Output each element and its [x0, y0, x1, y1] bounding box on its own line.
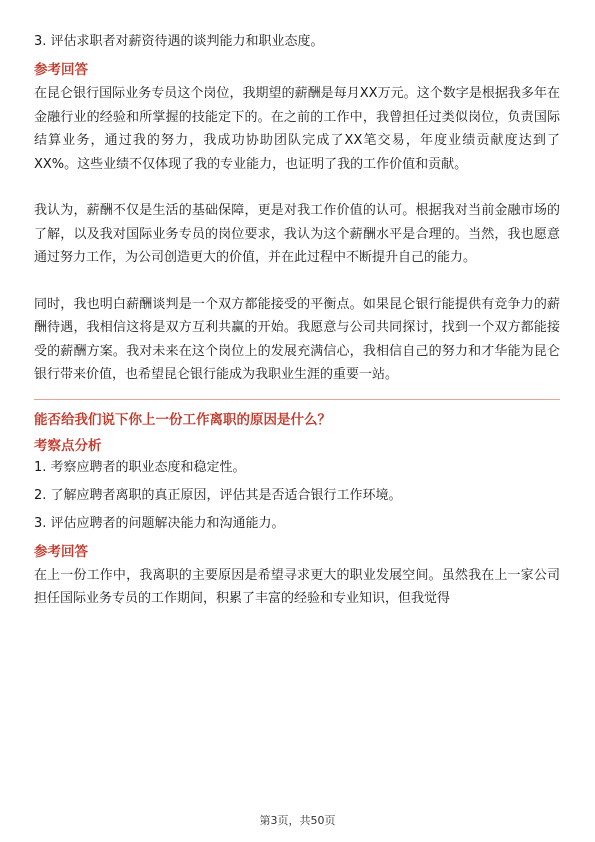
analysis-item: 3. 评估应聘者的问题解决能力和沟通能力。	[34, 515, 285, 531]
answer-paragraph: 在上一份工作中，我离职的主要原因是希望寻求更大的职业发展空间。虽然我在上一家公司担任国际业务专员的工作期间，积累了丰富的经验和专业知识，但我觉得	[34, 567, 560, 606]
page-content	[34, 32, 560, 611]
answer-label: 参考回答	[34, 543, 88, 560]
answer-label: 参考回答	[34, 62, 88, 78]
analysis-label: 考察点分析	[34, 437, 102, 454]
page-number: 第3页，共50页	[259, 814, 336, 827]
answer-paragraph: 在昆仑银行国际业务专员这个岗位，我期望的薪酬是每月XX万元。这个数字是根据我多年在金融行业的经验和所掌握的技能定下的。在之前的工作中，我曾担任过类似岗位，负责国际结算业务，通过我的努力，我成功协助团队完成了XX笔交易，年度业绩贡献度达到了XX%。这些业绩不仅体现了我的专业能力，也证明了我的工作价值和贡献。	[34, 86, 560, 172]
answer-paragraph: 同时，我也明白薪酬谈判是一个双方都能接受的平衡点。如果昆仑银行能提供有竞争力的薪酬待遇，我相信这将是双方互利共赢的开始。我愿意与公司共同探讨，找到一个双方都能接受的薪酬方案。我对未来在这个岗位上的发展充满信心，我相信自己的努力和才华能为昆仑银行带来价值，也希望昆仑银行能成为我职业生涯的重要一站。	[34, 296, 560, 382]
question-title: 能否给我们说下你上一份工作离职的原因是什么？	[34, 411, 331, 428]
analysis-item: 1. 考察应聘者的职业态度和稳定性。	[34, 459, 246, 475]
list-item: 3. 评估求职者对薪资待遇的谈判能力和职业态度。	[34, 34, 324, 49]
answer-paragraph: 我认为，薪酬不仅是生活的基础保障，更是对我工作价值的认可。根据我对当前金融市场的了解，以及我对国际业务专员的岗位要求，我认为这个薪酬水平是合理的。当然，我也愿意通过努力工作，为公司创造更大的价值，并在此过程中不断提升自己的能力。	[34, 203, 560, 265]
analysis-item: 2. 了解应聘者离职的真正原因，评估其是否适合银行工作环境。	[34, 487, 402, 503]
section-divider	[34, 399, 560, 400]
